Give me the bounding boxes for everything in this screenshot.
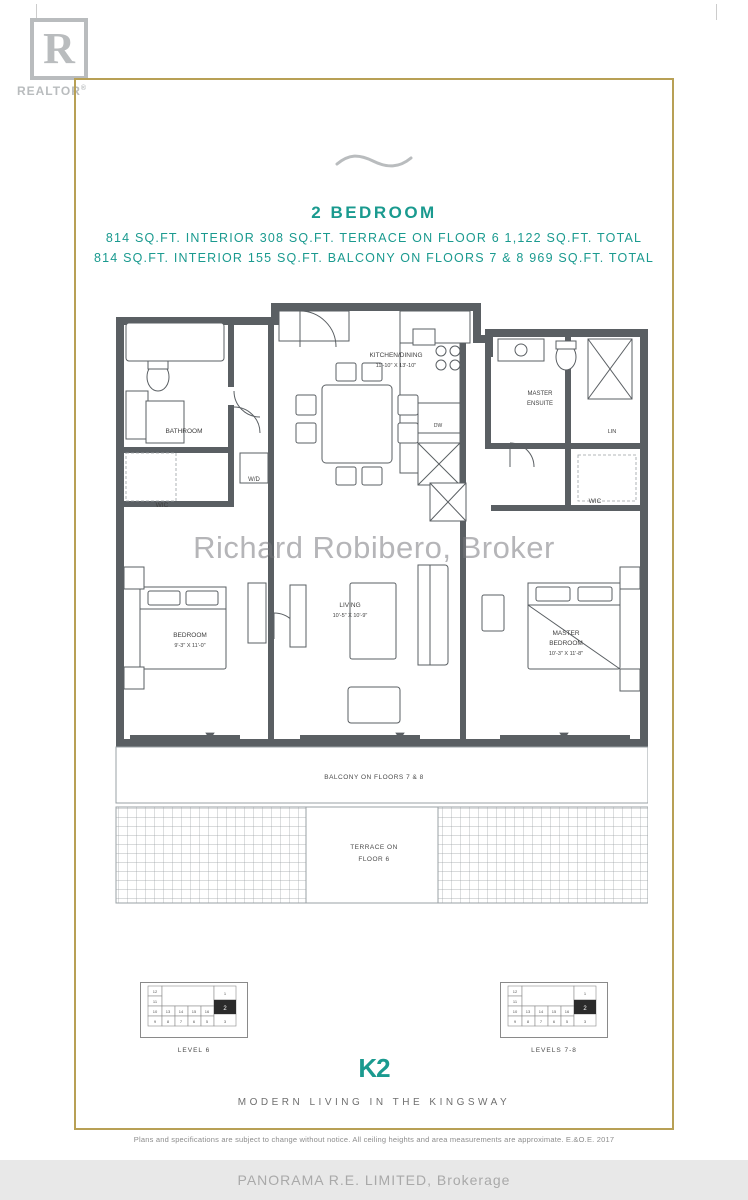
k2-logo: K2: [358, 1053, 390, 1083]
svg-text:WIC: WIC: [155, 502, 169, 509]
svg-text:3: 3: [583, 1019, 587, 1024]
svg-text:11: 11: [152, 999, 158, 1004]
svg-text:11: 11: [512, 999, 518, 1004]
brand-tagline: MODERN LIVING IN THE KINGSWAY: [237, 1097, 511, 1108]
svg-text:14: 14: [538, 1009, 544, 1014]
svg-text:1: 1: [583, 991, 587, 996]
floor-plan-drawing: [100, 295, 648, 915]
brokerage-banner: [0, 1160, 748, 1200]
keyplan-right-label: LEVELS 7-8: [531, 1047, 577, 1054]
brokerage-banner-text: PANORAMA R.E. LIMITED, Brokerage: [237, 1172, 511, 1188]
svg-text:16: 16: [564, 1009, 570, 1014]
svg-text:16: 16: [204, 1009, 210, 1014]
realtor-r-icon: R: [30, 18, 88, 80]
svg-text:7: 7: [179, 1019, 183, 1024]
svg-text:10: 10: [512, 1009, 518, 1014]
svg-text:KITCHEN/DINING: KITCHEN/DINING: [369, 352, 423, 359]
svg-text:10'-3" X 11'-8": 10'-3" X 11'-8": [548, 651, 584, 657]
svg-text:BEDROOM: BEDROOM: [173, 632, 207, 639]
realtor-registered-icon: ®: [80, 85, 88, 92]
svg-text:6: 6: [192, 1019, 196, 1024]
svg-text:8: 8: [166, 1019, 170, 1024]
svg-text:BALCONY ON FLOORS 7 & 8: BALCONY ON FLOORS 7 & 8: [324, 774, 424, 781]
svg-text:13: 13: [525, 1009, 531, 1014]
svg-text:9: 9: [153, 1019, 157, 1024]
svg-text:LIVING: LIVING: [339, 602, 361, 609]
svg-text:10'-5" X 10'-9": 10'-5" X 10'-9": [332, 613, 368, 619]
keyplan-levels-7-8: [500, 982, 608, 1054]
svg-text:ENSUITE: ENSUITE: [526, 401, 554, 407]
svg-text:FLOOR 6: FLOOR 6: [358, 856, 390, 863]
svg-text:1: 1: [223, 991, 227, 996]
svg-text:5: 5: [565, 1019, 569, 1024]
svg-text:11'-10" X 13'-10": 11'-10" X 13'-10": [375, 363, 417, 369]
svg-text:WIC: WIC: [588, 498, 602, 505]
svg-text:3: 3: [223, 1019, 227, 1024]
svg-text:6: 6: [552, 1019, 556, 1024]
svg-text:13: 13: [165, 1009, 171, 1014]
keyplan-level-6: [140, 982, 248, 1054]
svg-text:8: 8: [526, 1019, 530, 1024]
svg-text:14: 14: [178, 1009, 184, 1014]
svg-text:15: 15: [551, 1009, 557, 1014]
svg-text:12: 12: [152, 989, 158, 994]
svg-text:7: 7: [539, 1019, 543, 1024]
svg-text:2: 2: [223, 1006, 227, 1012]
area-summary-floor-6: 814 SQ.FT. INTERIOR 308 SQ.FT. TERRACE ON FLOOR 6 1,122 SQ.FT. TOTAL: [105, 231, 643, 245]
svg-text:BEDROOM: BEDROOM: [549, 640, 583, 647]
wave-divider-icon: [335, 152, 413, 170]
svg-text:DW: DW: [433, 423, 443, 429]
svg-text:9'-3" X 11'-0": 9'-3" X 11'-0": [174, 643, 206, 649]
realtor-wordmark-text: REALTOR: [16, 84, 81, 98]
svg-text:TERRACE ON: TERRACE ON: [350, 844, 398, 851]
svg-text:MASTER: MASTER: [527, 391, 553, 397]
svg-text:MASTER: MASTER: [552, 630, 580, 637]
svg-text:LIN: LIN: [607, 429, 617, 435]
watermark-text: Richard Robibero, Broker: [193, 530, 555, 565]
page-title: 2 BEDROOM: [311, 203, 437, 222]
svg-text:W/D: W/D: [248, 477, 260, 483]
svg-text:5: 5: [205, 1019, 209, 1024]
area-summary-floors-7-8: 814 SQ.FT. INTERIOR 155 SQ.FT. BALCONY ON FLOORS 7 & 8 969 SQ.FT. TOTAL: [93, 251, 655, 265]
svg-text:15: 15: [191, 1009, 197, 1014]
svg-text:9: 9: [513, 1019, 517, 1024]
svg-text:12: 12: [512, 989, 518, 994]
legal-disclaimer: Plans and specifications are subject to change without notice. All ceiling heights and area measurements are approximate. E.&O.E. 2017: [133, 1135, 615, 1144]
keyplan-left-label: LEVEL 6: [177, 1047, 211, 1054]
svg-text:10: 10: [152, 1009, 158, 1014]
svg-text:BATHROOM: BATHROOM: [165, 428, 203, 435]
svg-text:2: 2: [583, 1006, 587, 1012]
crop-mark-top-right: [716, 4, 717, 20]
